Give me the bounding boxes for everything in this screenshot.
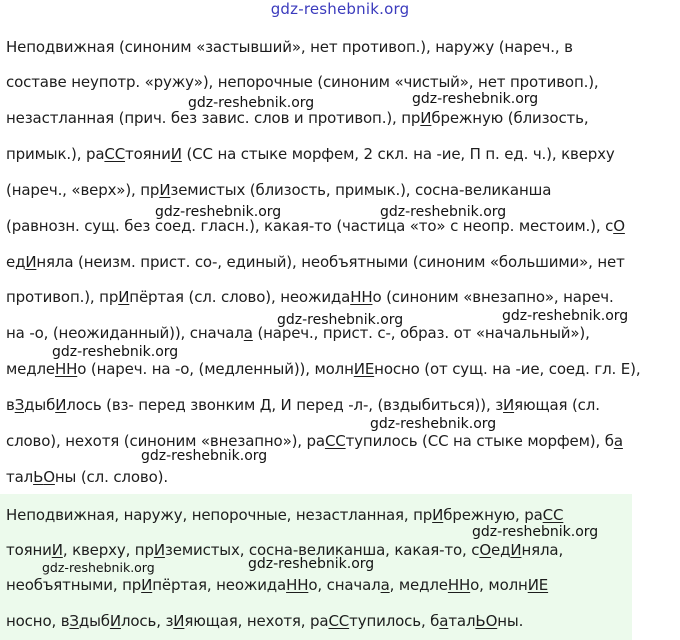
text-run: (равнозн. сущ. без соед. гласн.), какая-то (частица «то» с неопр. местоим.), с [6, 217, 614, 235]
answer-line [6, 612, 523, 630]
highlighted-letters: И [173, 612, 185, 630]
highlighted-letters: а [243, 324, 253, 342]
highlighted-letters: СС [104, 145, 126, 163]
watermark: gdz-reshebnik.org [188, 95, 315, 111]
text-run: лось, з [120, 612, 174, 630]
highlighted-letters: НН [447, 576, 471, 594]
watermark: gdz-reshebnik.org [248, 556, 375, 572]
highlighted-letters: СС [324, 432, 346, 450]
highlighted-letters: СС [542, 506, 564, 524]
text-run: тал [6, 468, 34, 486]
text-run: о, молн [470, 576, 528, 594]
text-run: слово), нехотя (синоним «внезапно»), ра [6, 432, 325, 450]
text-run: Неподвижная (синоним «застывший», нет противоп.), наружу (нареч., в [6, 38, 573, 56]
text-run: о (синоним «внезапно», нареч. [372, 288, 614, 306]
text-run: (СС на стыке морфем, 2 скл. на -ие, П п. ед. ч.), кверху [181, 145, 615, 163]
text-run: , медле [389, 576, 448, 594]
analysis-line [6, 109, 588, 127]
highlighted-letters: НН [350, 288, 373, 306]
watermark: gdz-reshebnik.org [277, 312, 404, 328]
highlighted-letters: И [510, 541, 522, 559]
highlighted-letters: И [159, 181, 171, 199]
text-run: няла (неизм. прист. со-, единый), необъятными (синоним «большими», нет [36, 253, 625, 271]
watermark: gdz-reshebnik.org [52, 344, 179, 360]
highlighted-letters: З [69, 612, 79, 630]
text-run: тояни [125, 145, 171, 163]
text-run: составе неупотр. «ружу»), непорочные (синоним «чистый», нет противоп.), [6, 73, 599, 91]
highlighted-letters: ИЕ [527, 576, 549, 594]
text-run: яющая, нехотя, ра [184, 612, 329, 630]
highlighted-letters: И [55, 396, 67, 414]
text-run: медле [6, 360, 55, 378]
text-run: яющая (сл. [514, 396, 600, 414]
watermark: gdz-reshebnik.org [141, 448, 268, 464]
text-run: примык.), ра [6, 145, 105, 163]
text-run: необъятными, пр [6, 576, 142, 594]
text-run: Неподвижная, наружу, непорочные, незастланная, пр [6, 506, 433, 524]
text-run: брежную (близость, [431, 109, 589, 127]
highlighted-letters: СС [328, 612, 350, 630]
text-run: тояни [6, 541, 52, 559]
analysis-line [6, 360, 640, 378]
highlighted-letters: З [14, 396, 25, 414]
watermark: gdz-reshebnik.org [380, 204, 507, 220]
text-run: ед [6, 253, 26, 271]
watermark: gdz-reshebnik.org [155, 204, 282, 220]
site-watermark-header: gdz-reshebnik.org [270, 0, 410, 18]
highlighted-letters: НН [54, 360, 78, 378]
analysis-line [6, 396, 600, 414]
highlighted-letters: Ь [475, 612, 486, 630]
highlighted-letters: НН [286, 576, 309, 594]
text-run: (нареч., «верх»), пр [6, 181, 160, 199]
analysis-line [6, 145, 615, 163]
text-run: на -о, (неожиданный)), сначал [6, 324, 244, 342]
text-run: дыб [78, 612, 110, 630]
text-run: лось (вз- перед звонким Д, И перед -л-, (вздыбиться)), з [66, 396, 504, 414]
highlighted-letters: И [153, 541, 165, 559]
analysis-line [6, 432, 623, 450]
highlighted-letters: И [170, 145, 182, 163]
analysis-line [6, 288, 614, 306]
analysis-line [6, 181, 551, 199]
highlighted-letters: И [25, 253, 37, 271]
text-run: незастланная (прич. без завис. слов и противоп.), пр [6, 109, 421, 127]
highlighted-letters: И [420, 109, 432, 127]
text-run: брежную, ра [443, 506, 543, 524]
analysis-line [6, 73, 599, 91]
highlighted-letters: И [51, 541, 63, 559]
highlighted-letters: О [613, 217, 625, 235]
text-run: дыб [24, 396, 56, 414]
highlighted-letters: И [141, 576, 153, 594]
watermark: gdz-reshebnik.org [370, 416, 497, 432]
text-run: о, сначал [308, 576, 381, 594]
text-run: носно, в [6, 612, 70, 630]
highlighted-letters: О [485, 612, 498, 630]
highlighted-letters: ИЕ [353, 360, 375, 378]
text-run: ны. [497, 612, 524, 630]
highlighted-letters: И [503, 396, 515, 414]
text-run: пёртая, неожида [152, 576, 287, 594]
text-run: , кверху, пр [62, 541, 154, 559]
highlighted-letters: а [613, 432, 623, 450]
text-run: ны (сл. слово). [54, 468, 168, 486]
text-run: носно (от сущ. на -ие, соед. гл. Е), [374, 360, 641, 378]
highlighted-letters: И [432, 506, 444, 524]
analysis-line [6, 217, 625, 235]
highlighted-letters: а [380, 576, 390, 594]
answer-line [6, 576, 548, 594]
highlighted-letters: а [439, 612, 449, 630]
text-run: о (нареч. на -о, (медленный)), молн [77, 360, 354, 378]
text-run: ед [491, 541, 511, 559]
text-run: тупилось (СС на стыке морфем), б [345, 432, 614, 450]
highlighted-letters: О [479, 541, 492, 559]
text-run: тал [448, 612, 476, 630]
watermark: gdz-reshebnik.org [42, 560, 155, 575]
answer-line [6, 506, 563, 524]
text-run: (нареч., прист. с-, образ. от «начальный»), [252, 324, 590, 342]
highlighted-letters: О [43, 468, 55, 486]
analysis-line [6, 253, 625, 271]
watermark: gdz-reshebnik.org [472, 524, 599, 540]
text-run: тупилось, б [349, 612, 440, 630]
text-run: земистых (близость, примык.), сосна-великанша [170, 181, 552, 199]
highlighted-letters: Ь [33, 468, 44, 486]
text-run: противоп.), пр [6, 288, 119, 306]
text-run: пёртая (сл. слово), неожида [129, 288, 351, 306]
analysis-line [6, 38, 573, 56]
highlighted-letters: И [109, 612, 121, 630]
text-run: няла, [521, 541, 564, 559]
watermark: gdz-reshebnik.org [412, 91, 539, 107]
text-run: земистых, сосна-великанша, какая-то, с [164, 541, 480, 559]
analysis-line [6, 468, 168, 486]
watermark: gdz-reshebnik.org [502, 308, 629, 324]
text-run: в [6, 396, 15, 414]
highlighted-letters: И [118, 288, 130, 306]
